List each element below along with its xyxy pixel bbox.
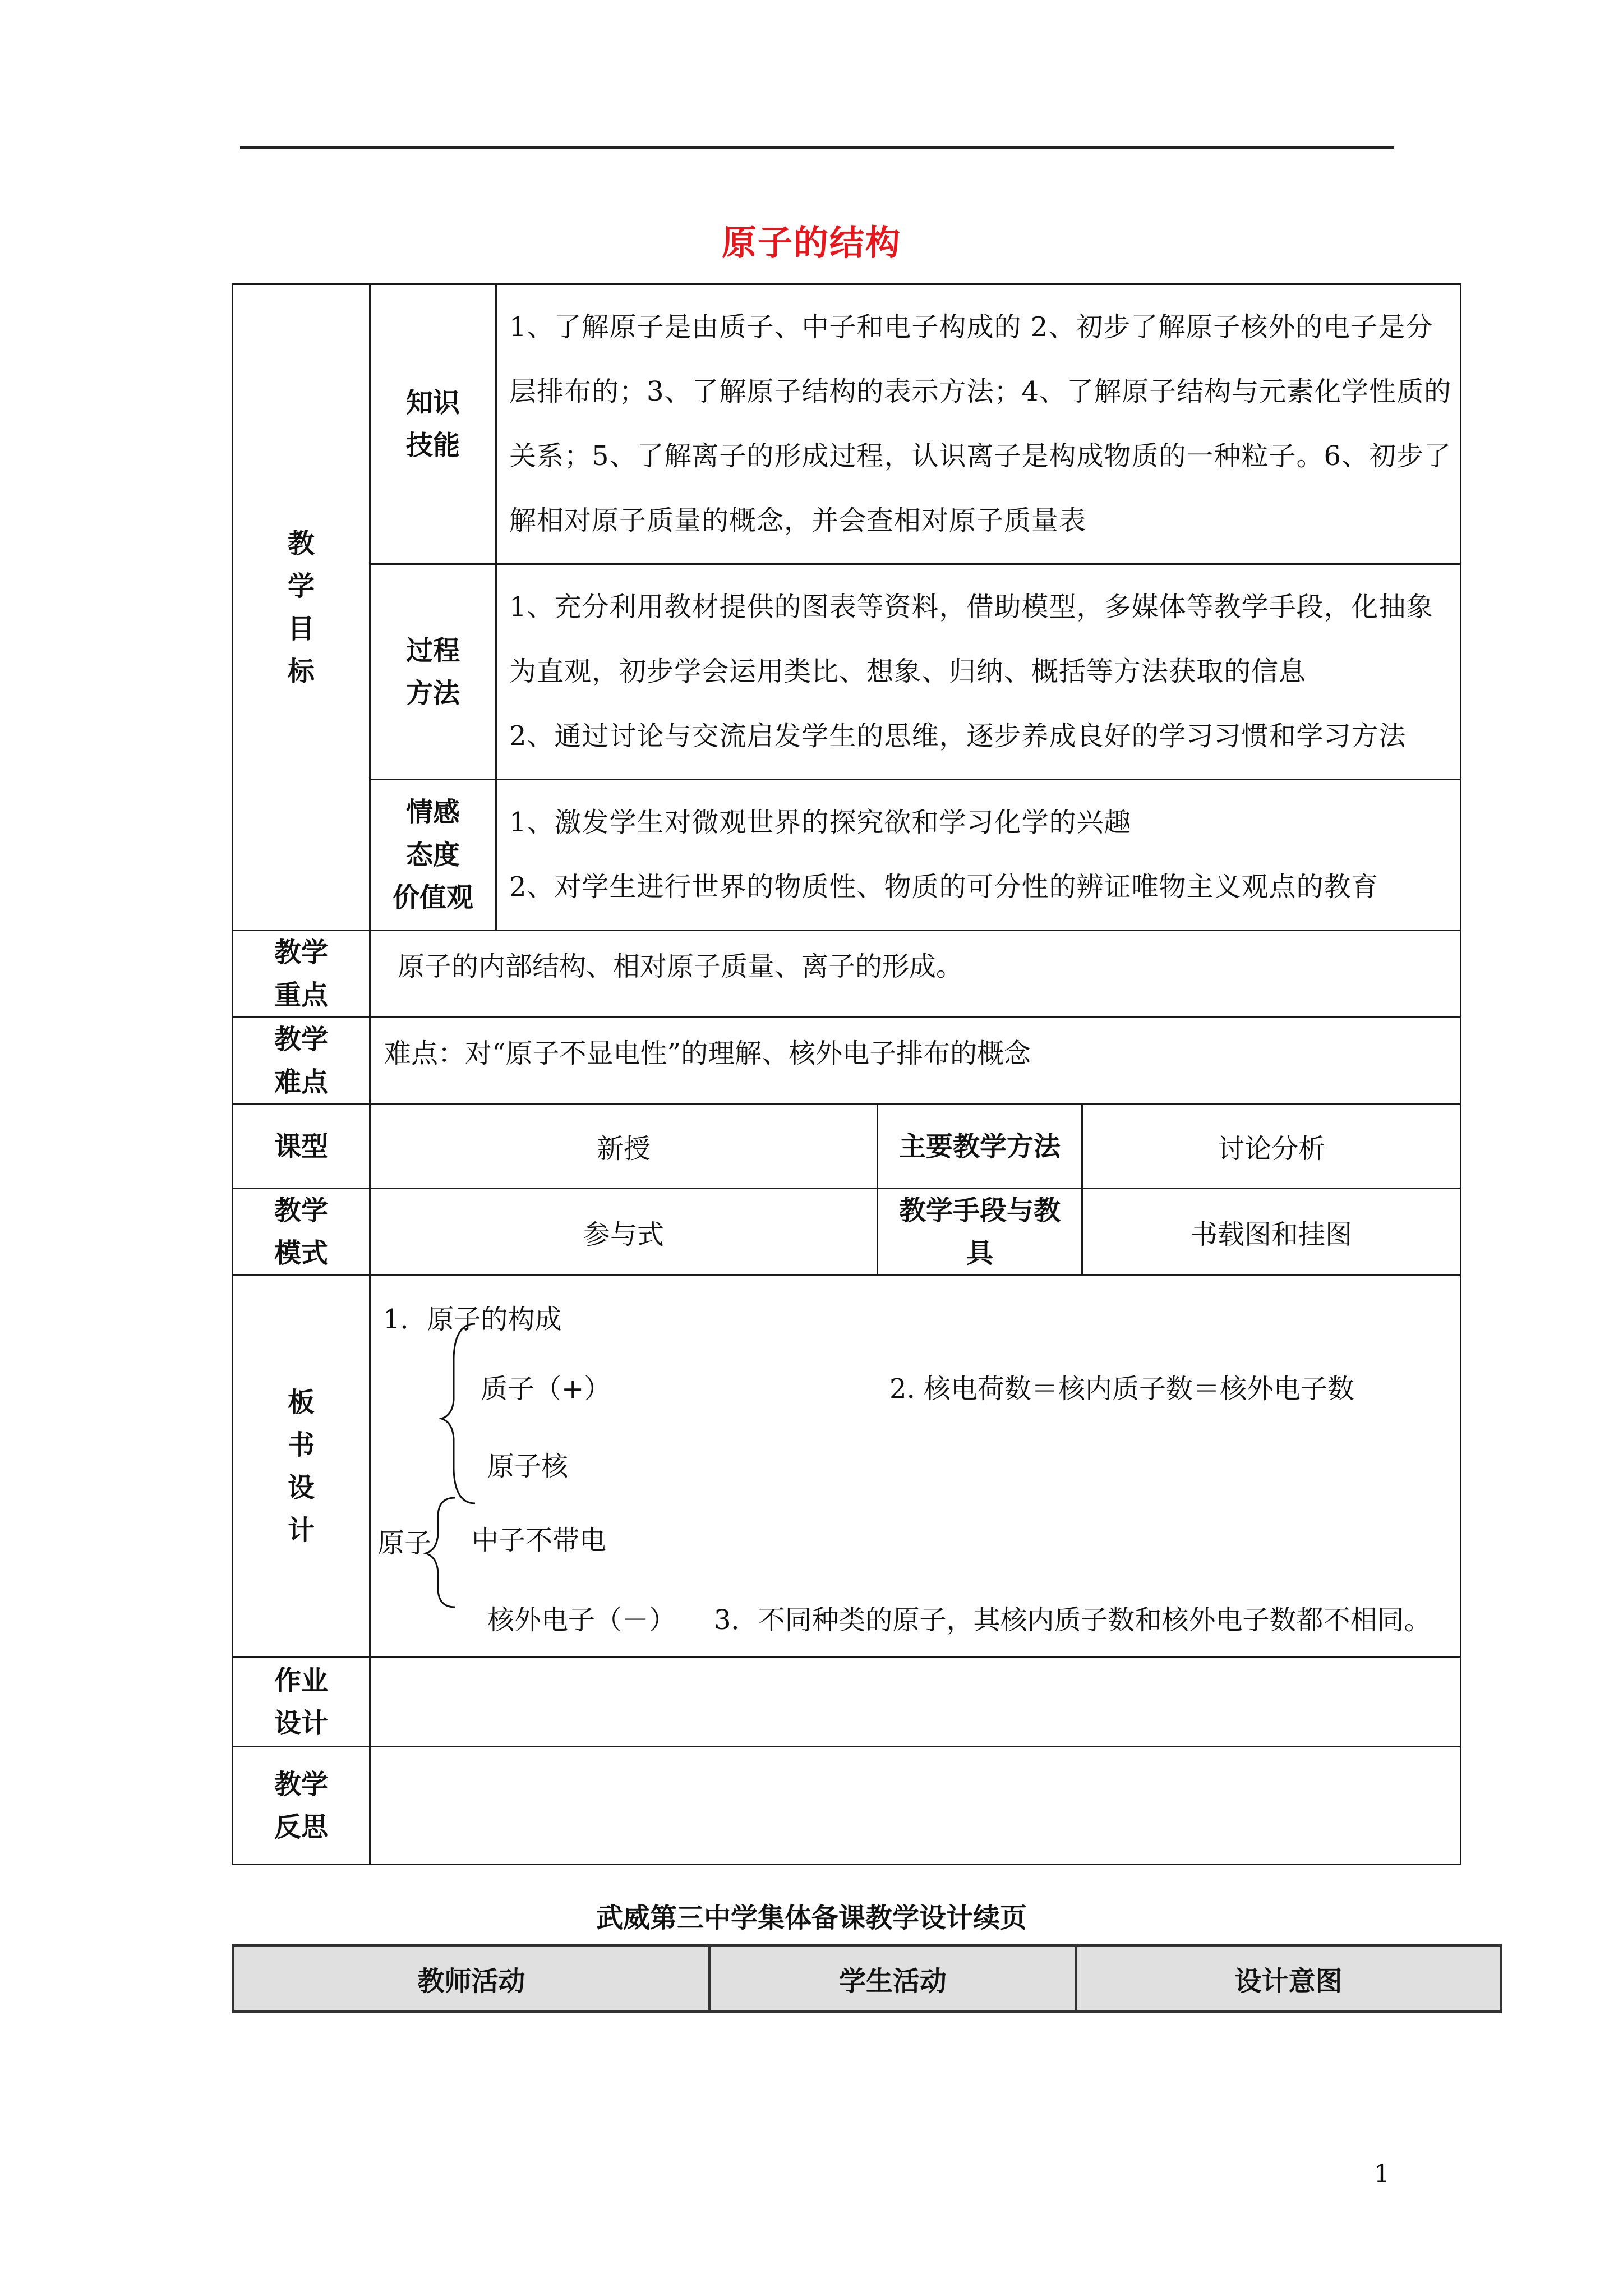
reflection-label: 教学 反思 bbox=[233, 1747, 370, 1865]
process-label: 过程 方法 bbox=[370, 564, 496, 780]
continuation-table bbox=[232, 1944, 1502, 2013]
key-points-text: 原子的内部结构、相对原子质量、离子的形成。 bbox=[370, 931, 1461, 1018]
student-activity-header: 学生活动 bbox=[711, 1947, 1077, 2010]
tools-label: 教学手段与教具 bbox=[878, 1189, 1082, 1276]
page-title: 原子的结构 bbox=[721, 222, 901, 263]
difficulties-label: 教学 难点 bbox=[233, 1018, 370, 1105]
process-text: 1、充分利用教材提供的图表等资料，借助模型，多媒体等教学手段，化抽象为直观，初步学会运用类比、想象、归纳、概括等方法获取的信息 2、通过讨论与交流启发学生的思维，逐步养成良好的学习习惯和学习方法 bbox=[496, 564, 1461, 780]
key-points-label: 教学 重点 bbox=[233, 931, 370, 1018]
course-type-value: 新授 bbox=[370, 1105, 878, 1189]
method-label: 主要教学方法 bbox=[878, 1105, 1082, 1189]
teaching-mode-label: 教学 模式 bbox=[233, 1189, 370, 1276]
continuation-title: 武威第三中学集体备课教学设计续页 bbox=[596, 1902, 1027, 1934]
tools-value: 书载图和挂图 bbox=[1082, 1189, 1461, 1276]
board-design-label: 板 书 设 计 bbox=[233, 1276, 370, 1657]
neutron-label: 中子不带电 bbox=[472, 1525, 607, 1556]
design-intent-header: 设计意图 bbox=[1077, 1947, 1500, 2010]
difficulties-text: 难点：对“原子不显电性”的理解、核外电子排布的概念 bbox=[370, 1018, 1461, 1105]
board-heading: 1．原子的构成 bbox=[383, 1304, 562, 1335]
objectives-header: 教 学 目 标 bbox=[233, 284, 370, 931]
nucleus-label: 原子核 bbox=[487, 1451, 569, 1482]
board-point-3: 3．不同种类的原子，其核内质子数和核外电子数都不相同。 bbox=[714, 1604, 1431, 1636]
knowledge-text: 1、了解原子是由质子、中子和电子构成的 2、初步了解原子核外的电子是分层排布的；3、了解原子结构的表示方法；4、了解原子结构与元素化学性质的关系；5、了解离子的形成过程，认识离子是构成物质的一种粒子。6、初步了解相对原子质量的概念，并会查相对原子质量表 bbox=[496, 284, 1461, 564]
electron-label: 核外电子（－） bbox=[487, 1604, 676, 1636]
page-number: 1 bbox=[1374, 2160, 1390, 2188]
teaching-mode-value: 参与式 bbox=[370, 1189, 878, 1276]
method-value: 讨论分析 bbox=[1082, 1105, 1461, 1189]
emotion-text: 1、激发学生对微观世界的探究欲和学习化学的兴趣 2、对学生进行世界的物质性、物质的可分性的辨证唯物主义观点的教育 bbox=[496, 780, 1461, 931]
lesson-plan-table bbox=[232, 283, 1461, 1865]
knowledge-label: 知识 技能 bbox=[370, 284, 496, 564]
homework-content bbox=[370, 1657, 1461, 1747]
header-rule bbox=[240, 146, 1394, 149]
board-design-cell bbox=[370, 1276, 1461, 1657]
proton-label: 质子（+） bbox=[481, 1373, 611, 1405]
homework-label: 作业 设计 bbox=[233, 1657, 370, 1747]
course-type-label: 课型 bbox=[233, 1105, 370, 1189]
emotion-label: 情感 态度 价值观 bbox=[370, 780, 496, 931]
board-point-2: 2. 核电荷数＝核内质子数＝核外电子数 bbox=[889, 1373, 1355, 1405]
atom-label: 原子 bbox=[377, 1527, 432, 1559]
teacher-activity-header: 教师活动 bbox=[234, 1947, 711, 2010]
reflection-content bbox=[370, 1747, 1461, 1865]
atom-structure-diagram bbox=[371, 1276, 1460, 1654]
